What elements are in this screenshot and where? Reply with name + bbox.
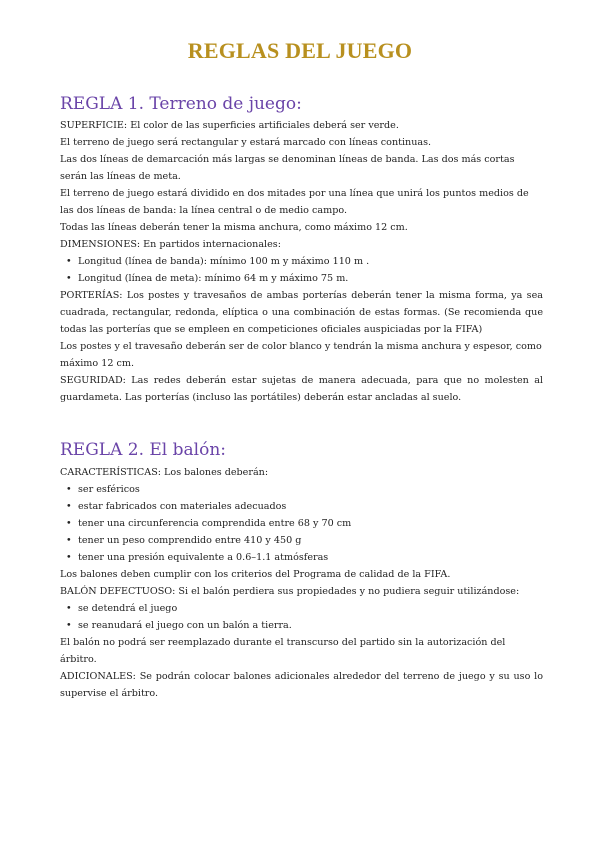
- list-item: • Longitud (línea de meta): mínimo 64 m y máximo 75 m.: [60, 270, 543, 287]
- bullet-icon: •: [66, 518, 72, 529]
- reemplazado-paragraph: El balón no podrá ser reemplazado durante el transcurso del partido sin la autorización del árbitro.: [60, 637, 506, 665]
- bullet-icon: •: [66, 256, 72, 267]
- list-item: • estar fabricados con materiales adecuados: [60, 498, 543, 515]
- superficie-paragraph: SUPERFICIE: El color de las superficies artificiales deberá ser verde.: [60, 120, 399, 131]
- defectuoso-paragraph: BALÓN DEFECTUOSO: Si el balón perdiera sus propiedades y no pudiera seguir utilizándose:: [60, 586, 520, 597]
- bullet-icon: •: [66, 501, 72, 512]
- list-item: • tener una presión equivalente a 0.6–1.1 atmósferas: [60, 549, 543, 566]
- adicionales-paragraph: ADICIONALES: Se podrán colocar balones adicionales alrededor del terreno de juego y su uso lo supervise el árbitro.: [60, 671, 543, 699]
- anchura-paragraph: Todas las líneas deberán tener la misma anchura, como máximo 12 cm.: [60, 222, 408, 233]
- dimensiones-paragraph: DIMENSIONES: En partidos internacionales:: [60, 239, 281, 250]
- bullet-icon: •: [66, 552, 72, 563]
- list-item: • Longitud (línea de banda): mínimo 100 m y máximo 110 m .: [60, 253, 543, 270]
- rule-1-body: [60, 117, 543, 406]
- list-item: • se detendrá el juego: [60, 600, 543, 617]
- bullet-icon: •: [66, 484, 72, 495]
- rule-1-heading: REGLA 1. Terreno de juego:: [60, 94, 302, 114]
- bullet-icon: •: [66, 273, 72, 284]
- postes-paragraph: Los postes y el travesaño deberán ser de color blanco y tendrán la misma anchura y espesor, como máximo 12 cm.: [60, 341, 542, 369]
- seguridad-paragraph: SEGURIDAD: Las redes deberán estar sujetas de manera adecuada, para que no molesten al guardameta. Las porterías (incluso las portátiles) deberán estar ancladas al suelo.: [60, 375, 543, 403]
- rectangular-paragraph: El terreno de juego será rectangular y estará marcado con líneas continuas.: [60, 137, 432, 148]
- porterias-paragraph: PORTERÍAS: Los postes y travesaños de ambas porterías deberán tener la misma forma, ya sea cuadrada, rectangular, redonda, elíptica o una combinación de estas formas. (Se recomienda que todas las porterías que se empleen en competiciones oficiales auspiciadas por la FIFA): [60, 290, 543, 335]
- list-item: • tener un peso comprendido entre 410 y 450 g: [60, 532, 543, 549]
- calidad-paragraph: Los balones deben cumplir con los criterios del Programa de calidad de la FIFA.: [60, 569, 451, 580]
- list-item: • ser esféricos: [60, 481, 543, 498]
- document-title: REGLAS DEL JUEGO: [187, 38, 413, 63]
- mitades-paragraph: El terreno de juego estará dividido en dos mitades por una línea que unirá los puntos medios de las dos líneas de banda: la línea central o de medio campo.: [60, 188, 529, 216]
- bullet-icon: •: [66, 535, 72, 546]
- caracteristicas-paragraph: CARACTERÍSTICAS: Los balones deberán:: [60, 467, 269, 478]
- rule-2-body: [60, 464, 543, 702]
- banda-paragraph: Las dos líneas de demarcación más largas se denominan líneas de banda. Las dos más cortas serán las líneas de meta.: [60, 154, 515, 182]
- rule-2-heading: REGLA 2. El balón:: [60, 440, 226, 460]
- list-item: • tener una circunferencia comprendida entre 68 y 70 cm: [60, 515, 543, 532]
- list-item: • se reanudará el juego con un balón a tierra.: [60, 617, 543, 634]
- bullet-icon: •: [66, 603, 72, 614]
- bullet-icon: •: [66, 620, 72, 631]
